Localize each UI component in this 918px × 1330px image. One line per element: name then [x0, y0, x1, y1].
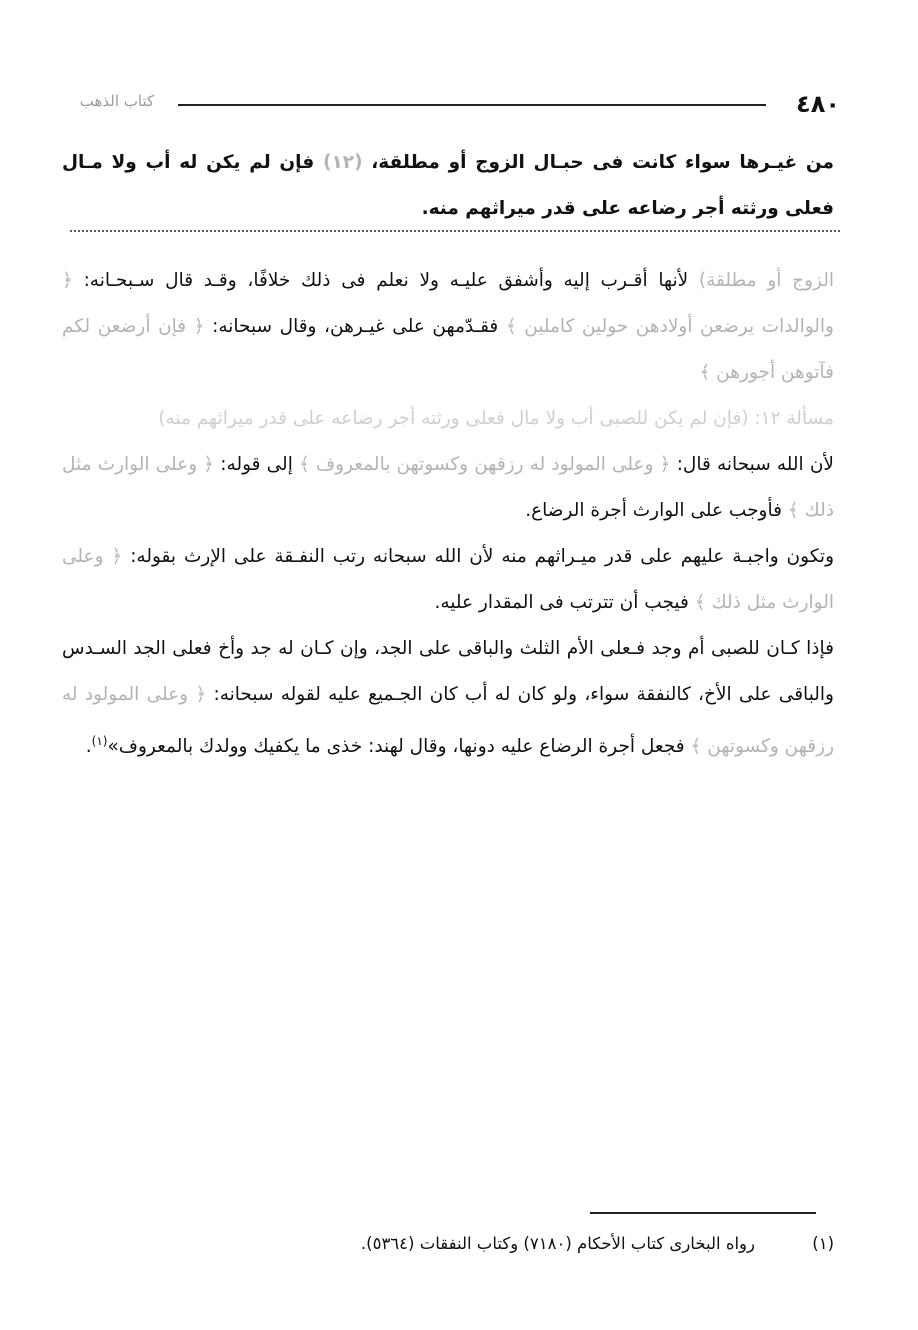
- matn-line1-b: فإن لم يكن له أب ولا مـال فعلى: [62, 152, 834, 219]
- paragraph-5-text-b: فعلى الجد السـدس والباقى على الأخ، كالنفقة سواء، ولو كان له أب كان الجـميع عليه: [62, 638, 834, 705]
- paragraph-3-text-a: لأن الله سبحانه قال:: [676, 454, 834, 475]
- paragraph-5-text-a: فإذا كـان للصبى أم وجد فـعلى الأم الثلث والباقى على الجد، وإن كـان له جد وأخ: [218, 638, 835, 659]
- faded-verse: ﴿ وعلى الوارث مثل ذلك ﴾: [62, 454, 834, 521]
- footnote-text: رواه البخارى كتاب الأحكام (٧١٨٠) وكتاب النفقات (٥٣٦٤).: [360, 1234, 755, 1253]
- faded-verse: ﴿ وعلى الوارث مثل ذلك ﴾: [62, 546, 834, 613]
- footnote-number: (١): [812, 1234, 834, 1253]
- page-number: ٤٨٠: [796, 90, 840, 118]
- paragraph-5-text-e: لهند: خذى ما يكفيك وولدك بالمعروف»: [107, 736, 404, 758]
- paragraph-1: [62, 258, 834, 396]
- commentary-text: [62, 258, 834, 770]
- paragraph-1-text-d: سبحانه:: [212, 316, 273, 337]
- running-head: [58, 84, 840, 124]
- faded-issue-line: مسألة ١٢: (فإن لم يكن للصبى أب ولا مال فعلى ورثته أجر رضاعه على قدر ميراثهم منه): [158, 408, 834, 429]
- paragraph-5: [62, 626, 834, 770]
- header-rule: [178, 104, 766, 106]
- faded-verse: ﴿ فإن أرضعن لكم فآتوهن أجورهن ﴾: [62, 316, 834, 383]
- paragraph-3: [62, 442, 834, 534]
- paragraph-1-text-b: سـبحـانه:: [83, 270, 155, 291]
- matn-issue-marker: (١٢): [323, 152, 363, 173]
- book-title: كتاب الذهب: [79, 92, 155, 110]
- footnote: [62, 1226, 834, 1262]
- matn-text: [62, 140, 834, 232]
- faded-quote: الزوج أو مطلقة): [698, 270, 835, 291]
- paragraph-4-text-b: بقوله:: [130, 546, 177, 567]
- paragraph-4-text-a: وتكون واجبـة عليهم على قدر ميـراثهم منه لأن الله سبحانه رتب النفـقة على الإرث: [183, 546, 834, 567]
- paragraph-1-text-a: لأنها أقـرب إليه وأشفق عليـه ولا نعلم فى ذلك خلافًا، وقـد قال: [165, 270, 689, 291]
- footnote-ref[interactable]: (١): [91, 734, 108, 748]
- matn-line2: ورثته أجر رضاعه على قدر ميراثهم منه.: [421, 198, 779, 219]
- paragraph-4-text-c: فيجب أن تترتب فى المقدار عليه.: [434, 592, 689, 613]
- footnote-rule: [590, 1212, 816, 1214]
- section-divider: [70, 230, 840, 232]
- matn-line1-a: من غيـرها سواء كانت فى حبـال الزوج أو مطلقة،: [371, 152, 835, 173]
- faded-verse: ﴿ والوالدات يرضعن أولادهن حولين كاملين ﴾: [62, 270, 834, 337]
- paragraph-5-text-d: فجعل أجرة الرضاع عليه دونها، وقال: [409, 736, 685, 758]
- paragraph-5-text-c: لقوله سبحانه:: [213, 684, 321, 705]
- faded-verse: ﴿ وعلى المولود له رزقهن وكسوتهن ﴾: [62, 684, 834, 758]
- paragraph-3-text-c: فأوجب على الوارث أجرة الرضاع.: [525, 500, 782, 521]
- paragraph-4: [62, 534, 834, 626]
- paragraph-5-end: .: [85, 736, 92, 758]
- paragraph-1-text-c: فقـدّمهن على غيـرهن، وقال: [279, 316, 499, 337]
- paragraph-3-text-b: إلى قوله:: [220, 454, 293, 475]
- faded-verse: ﴿ وعلى المولود له رزقهن وكسوتهن بالمعروف ﴾: [299, 454, 671, 475]
